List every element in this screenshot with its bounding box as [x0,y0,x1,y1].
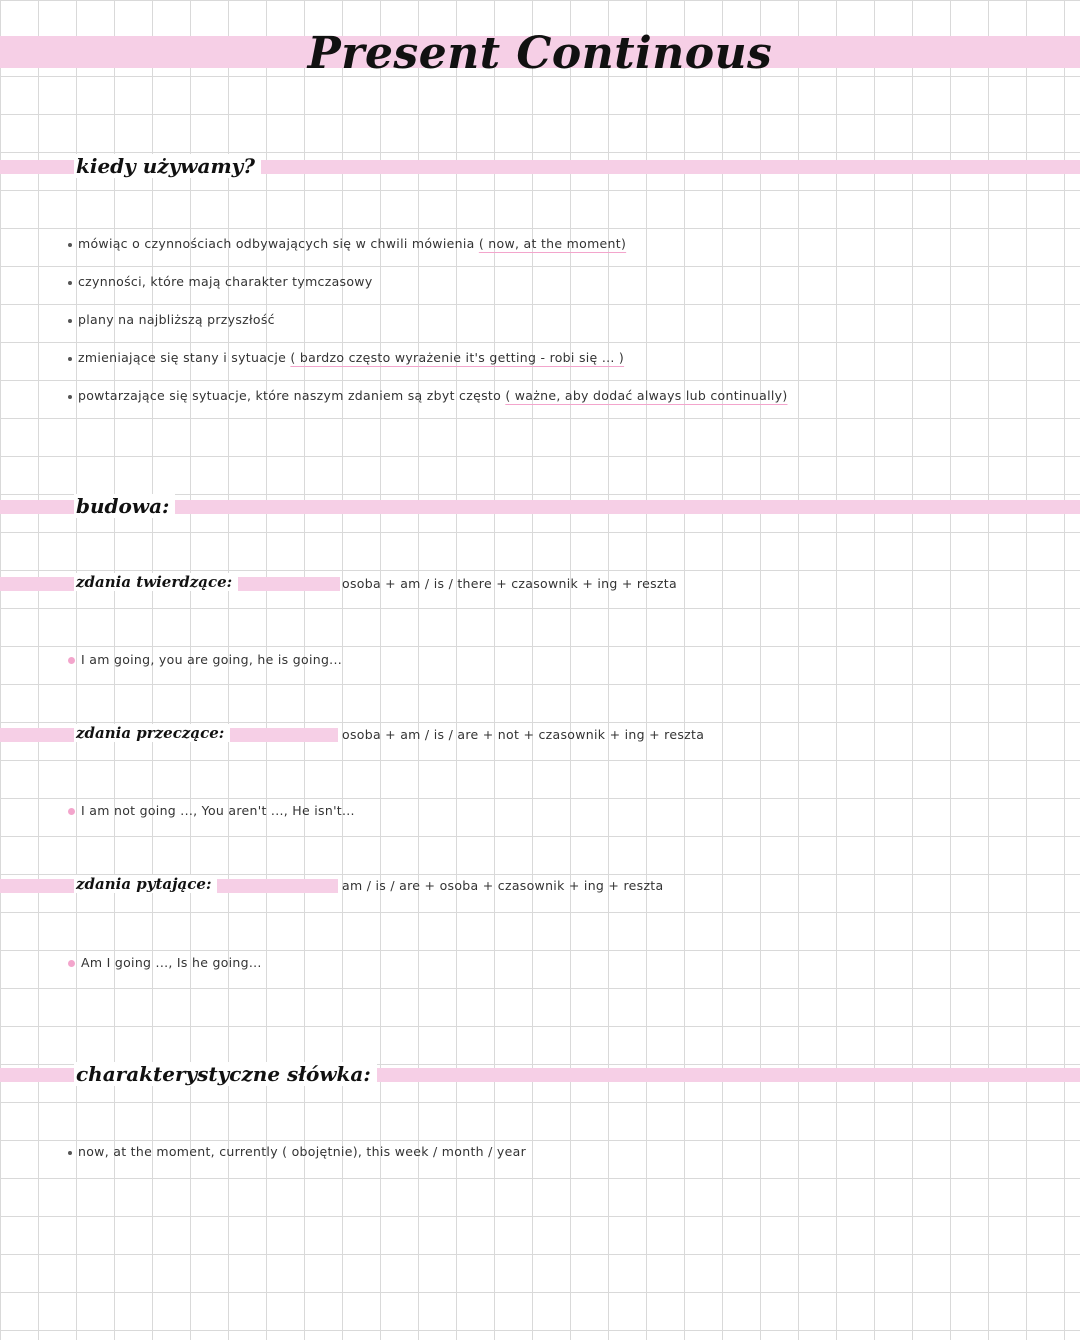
list-item: czynności, które mają charakter tymczasowy [68,270,788,308]
slowka-text: now, at the moment, currently ( obojętnie), this week / month / year [68,1144,526,1159]
list-item: zmieniające się stany i sytuacje ( bardzo często wyrażenie it's getting - robi się ... ) [68,346,788,384]
list-item: powtarzające się sytuacje, które naszym zdaniem są zbyt często ( ważne, aby dodać always lub continually) [68,384,788,422]
bullet-icon [68,657,75,664]
bullet-icon [68,281,72,285]
page-title: Present Continous [307,28,773,79]
list-item: plany na najbliższą przyszłość [68,308,788,346]
bullet-icon [68,395,72,399]
bullet-icon [68,1151,72,1155]
label-pytajace: zdania pytające: [74,875,217,893]
heading-slowka: charakterystyczne słówka: [74,1062,377,1086]
formula-pytajace: am / is / are + osoba + czasownik + ing + reszta [342,878,664,893]
label-twierdzace: zdania twierdzące: [74,573,238,591]
heading-kiedy: kiedy używamy? [74,154,261,178]
list-item: mówiąc o czynnościach odbywających się w chwili mówienia ( now, at the moment) [68,232,788,270]
example-przeczace: I am not going ..., You aren't ..., He isn't... [68,803,355,818]
bullet-icon [68,960,75,967]
bullet-icon [68,808,75,815]
usage-list [68,232,788,422]
bullet-icon [68,243,72,247]
label-przeczace: zdania przeczące: [74,724,230,742]
formula-twierdzace: osoba + am / is / there + czasownik + ing + reszta [342,576,677,591]
heading-budowa: budowa: [74,494,175,518]
bullet-icon [68,319,72,323]
bullet-icon [68,357,72,361]
formula-przeczace: osoba + am / is / are + not + czasownik + ing + reszta [342,727,705,742]
example-pytajace: Am I going ..., Is he going... [68,955,262,970]
example-twierdzace: I am going, you are going, he is going... [68,652,342,667]
